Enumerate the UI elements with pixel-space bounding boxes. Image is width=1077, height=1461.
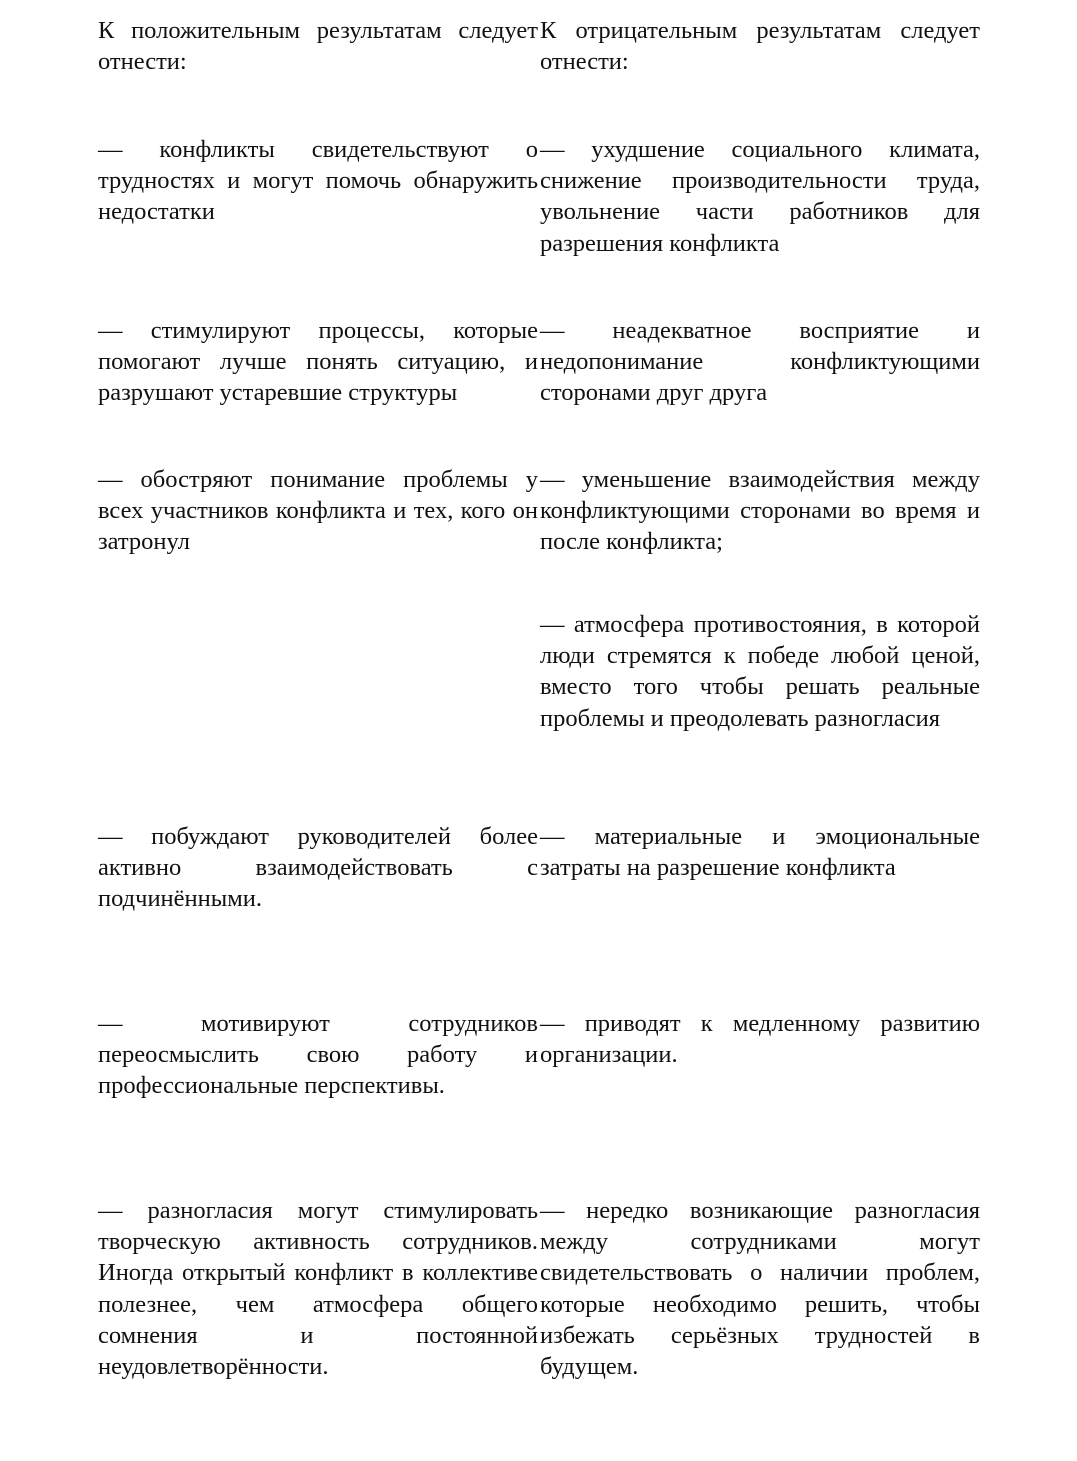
positive-item-5: — побуждают руководителей более активно взаимодействовать с подчинёнными. bbox=[98, 823, 538, 913]
negative-item-5: — материальные и эмоциональные затраты на разрешение конфликта bbox=[540, 823, 980, 882]
negative-item-6: — приводят к медленному развитию организации. bbox=[540, 1010, 980, 1069]
negative-item-4: — атмосфера противостояния, в которой люди стремятся к победе любой ценой, вместо того чтобы решать реальные проблемы и преодолевать разногласия bbox=[540, 611, 980, 732]
header-negative: К отрицательным результатам следует отнести: bbox=[540, 17, 980, 76]
positive-item-6: — мотивируют сотрудников переосмыслить свою работу и профессиональные перспективы. bbox=[98, 1010, 538, 1100]
positive-item-2: — стимулируют процессы, которые помогают лучше понять ситуацию, и разрушают устаревшие структуры bbox=[98, 317, 538, 407]
negative-item-3: — уменьшение взаимодействия между конфликтующими сторонами во время и после конфликта; bbox=[540, 466, 980, 556]
positive-item-7: — разногласия могут стимулировать творческую активность сотрудников. Иногда открытый конфликт в коллективе полезнее, чем атмосфера общего сомнения и постоянной неудовлетворённости. bbox=[98, 1197, 538, 1381]
positive-item-3: — обостряют понимание проблемы у всех участников конфликта и тех, кого он затронул bbox=[98, 466, 538, 556]
negative-item-1: — ухудшение социального климата, снижение производительности труда, увольнение части работников для разрешения конфликта bbox=[540, 136, 980, 257]
positive-item-1: — конфликты свидетельствуют о трудностях и могут помочь обнаружить недостатки bbox=[98, 136, 538, 226]
negative-item-7: — нередко возникающие разногласия между сотрудниками могут свидетельствовать о наличии проблем, которые необходимо решить, чтобы избежать серьёзных трудностей в будущем. bbox=[540, 1197, 980, 1381]
negative-item-2: — неадекватное восприятие и недопонимание конфликтующими сторонами друг друга bbox=[540, 317, 980, 407]
header-positive: К положительным результатам следует отнести: bbox=[98, 17, 538, 76]
